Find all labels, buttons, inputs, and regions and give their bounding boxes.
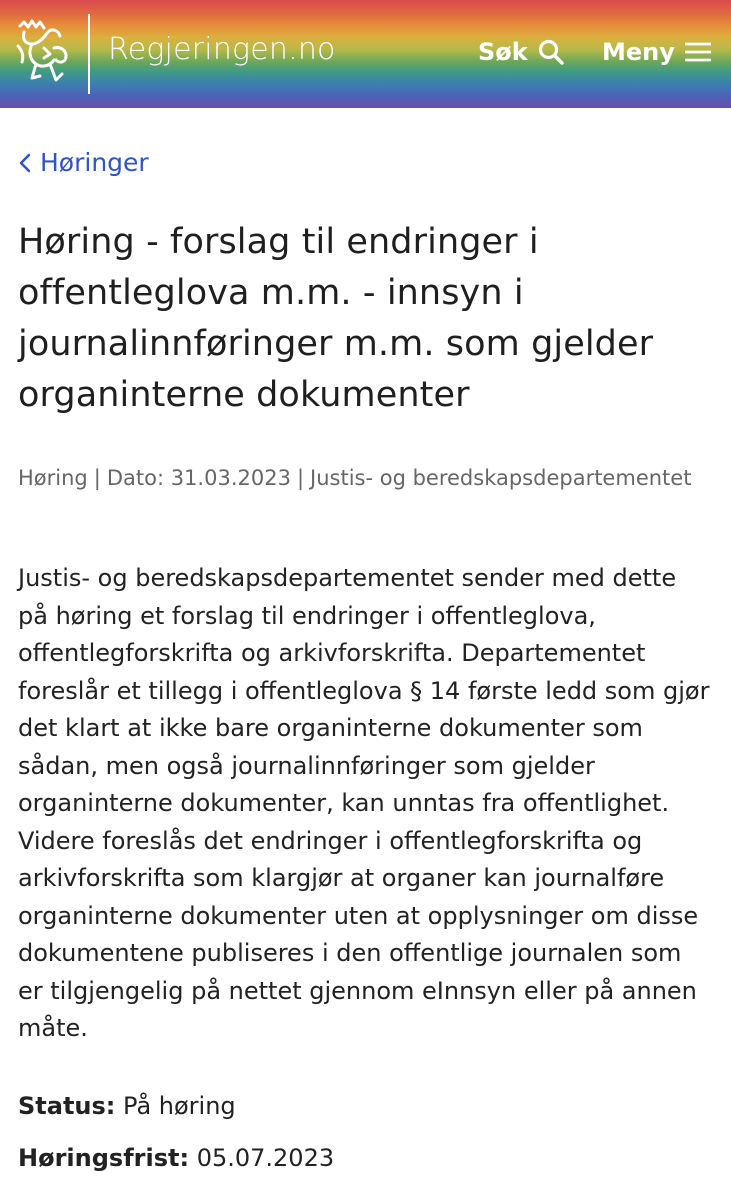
breadcrumb-label: Høringer — [40, 148, 149, 177]
menu-label: Meny — [602, 38, 675, 66]
page-title: Høring - forslag til endringer i offentleglova m.m. - innsyn i journalinnføringer m.m. som gjelder organinterne dokumenter — [18, 222, 654, 415]
deadline-row — [18, 1132, 713, 1184]
meta-department[interactable]: Justis- og beredskapsdepartementet — [310, 466, 692, 490]
meta-date: Dato: 31.03.2023 — [106, 466, 291, 490]
chevron-left-icon — [18, 153, 32, 173]
search-icon — [538, 39, 564, 65]
deadline-value: 05.07.2023 — [196, 1143, 335, 1172]
menu-button[interactable] — [602, 38, 711, 66]
meta-type: Høring — [18, 466, 88, 490]
status-value: På høring — [123, 1091, 236, 1120]
hearing-facts — [18, 1080, 713, 1184]
site-name[interactable]: Regjeringen.no — [108, 32, 336, 67]
norwegian-lion-crest-icon[interactable] — [14, 18, 72, 88]
status-label: Status: — [18, 1091, 116, 1120]
site-header — [0, 0, 731, 108]
article-body: Justis- og beredskapsdepartementet sender med dette på høring et forslag til endringer i offentleglova, offentlegforskrifta og arkivforskrifta. Departementet foreslår et tillegg i offentleglova § 14 første ledd som gjør det klart at ikke bare organinterne dokumenter som sådan, men også journalinnføringer som gjelder organinterne dokumenter, kan unntas fra offentlighet. Videre foreslås det endringer i offentlegforskrifta og arkivforskrifta som klargjør at organer kan journalføre organinterne dokumenter uten at opplysninger om disse dokumentene publiseres i den offentlige journalen som er tilgjengelig på nettet gjennom eInnsyn eller på annen måte. — [18, 564, 710, 1042]
header-divider — [88, 14, 90, 94]
deadline-label: Høringsfrist: — [18, 1143, 190, 1172]
search-button[interactable] — [478, 38, 564, 66]
main-content — [0, 148, 731, 1184]
article-meta: Høring | Dato: 31.03.2023 | Justis- og beredskapsdepartementet — [18, 466, 692, 490]
search-label: Søk — [478, 38, 528, 66]
status-row — [18, 1080, 713, 1132]
breadcrumb-back-link[interactable] — [18, 148, 713, 177]
hamburger-menu-icon — [685, 41, 711, 63]
